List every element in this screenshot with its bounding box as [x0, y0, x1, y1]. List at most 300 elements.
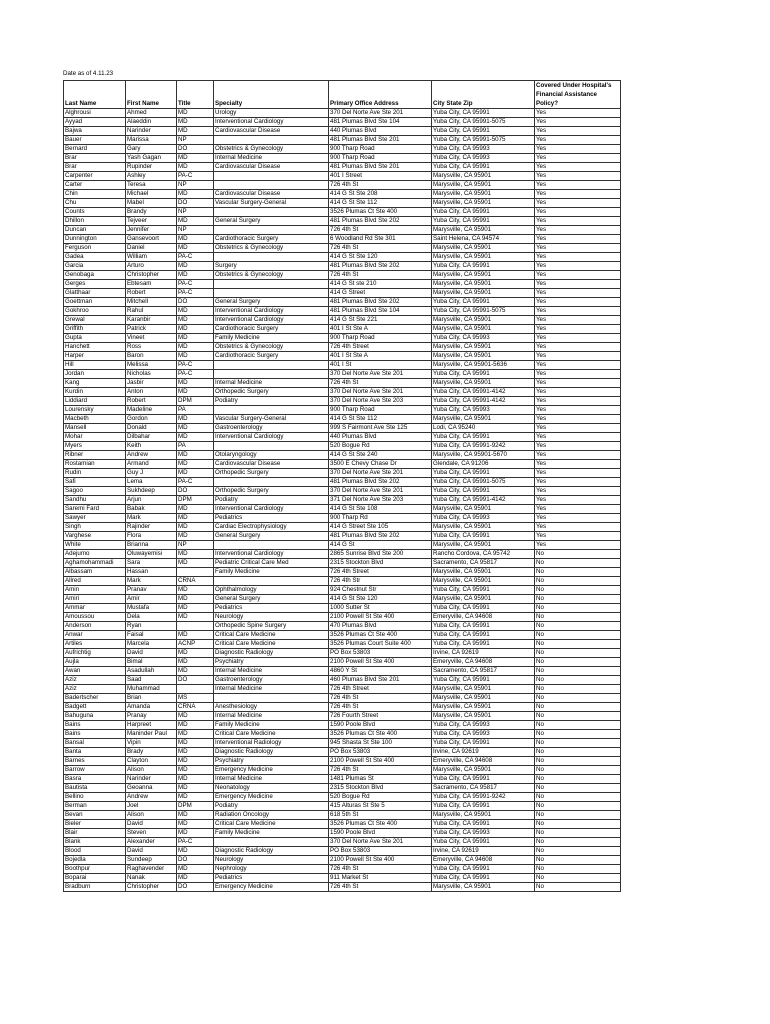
- table-row: [64, 181, 621, 190]
- table-row: [64, 568, 621, 577]
- date-line: Date as of 4.11.23: [63, 70, 114, 77]
- title-cell: MD: [177, 748, 214, 757]
- title-cell: MD: [177, 451, 214, 460]
- covered-cell: No: [535, 802, 621, 811]
- covered-cell: Yes: [535, 226, 621, 235]
- address-cell: 726 Fourth Street: [329, 712, 432, 721]
- specialty-cell: Cardiac Electrophysiology: [214, 523, 329, 532]
- first-name-cell: Jasbir: [126, 379, 177, 388]
- first-name-cell: Joel: [126, 802, 177, 811]
- specialty-cell: Cardiothoracic Surgery: [214, 352, 329, 361]
- title-cell: DPM: [177, 496, 214, 505]
- specialty-cell: General Surgery: [214, 298, 329, 307]
- first-name-cell: Gary: [126, 145, 177, 154]
- city-state-zip-cell: Yuba City, CA 95991: [432, 370, 535, 379]
- title-cell: MD: [177, 343, 214, 352]
- address-cell: 414 G Street Ste 105: [329, 523, 432, 532]
- first-name-cell: Andrew: [126, 451, 177, 460]
- table-row: [64, 658, 621, 667]
- title-cell: MD: [177, 739, 214, 748]
- last-name-cell: Counts: [64, 208, 126, 217]
- address-cell: 401 I St: [329, 361, 432, 370]
- first-name-cell: Oluwayemisi: [126, 550, 177, 559]
- city-state-zip-cell: Yuba City, CA 95991-4142: [432, 388, 535, 397]
- title-cell: MD: [177, 523, 214, 532]
- title-cell: [177, 685, 214, 694]
- city-state-zip-cell: Saint Helena, CA 94574: [432, 235, 535, 244]
- title-cell: MD: [177, 271, 214, 280]
- title-cell: DPM: [177, 802, 214, 811]
- last-name-cell: Adejumo: [64, 550, 126, 559]
- address-cell: 999 S Fairmont Ave Ste 125: [329, 424, 432, 433]
- last-name-cell: Dhillon: [64, 217, 126, 226]
- specialty-cell: Vascular Surgery-General: [214, 199, 329, 208]
- covered-cell: No: [535, 820, 621, 829]
- first-name-cell: Teresa: [126, 181, 177, 190]
- first-name-cell: Nicholas: [126, 370, 177, 379]
- first-name-cell: Sukhdeep: [126, 487, 177, 496]
- specialty-cell: Nephrology: [214, 865, 329, 874]
- city-state-zip-cell: Irvine, CA 92619: [432, 748, 535, 757]
- specialty-cell: Diagnostic Radiology: [214, 748, 329, 757]
- covered-cell: Yes: [535, 532, 621, 541]
- covered-cell: Yes: [535, 244, 621, 253]
- specialty-cell: Internal Medicine: [214, 685, 329, 694]
- header-row: [64, 81, 621, 109]
- covered-cell: No: [535, 577, 621, 586]
- specialty-cell: [214, 226, 329, 235]
- last-name-cell: Alghrousi: [64, 109, 126, 118]
- address-cell: 900 Tharp Road: [329, 145, 432, 154]
- table-row: [64, 244, 621, 253]
- title-cell: MD: [177, 532, 214, 541]
- last-name-cell: Bajwa: [64, 127, 126, 136]
- last-name-cell: Aghamohammadi: [64, 559, 126, 568]
- covered-cell: Yes: [535, 127, 621, 136]
- covered-cell: Yes: [535, 181, 621, 190]
- address-cell: 481 Plumas Blvd Ste 202: [329, 532, 432, 541]
- title-cell: MD: [177, 784, 214, 793]
- address-cell: 726 4th St: [329, 244, 432, 253]
- first-name-cell: Amanda: [126, 703, 177, 712]
- last-name-cell: Awan: [64, 667, 126, 676]
- address-cell: 900 Tharp Rd: [329, 514, 432, 523]
- city-state-zip-cell: Marysville, CA 95901: [432, 595, 535, 604]
- address-cell: 900 Tharp Road: [329, 406, 432, 415]
- table-row: [64, 145, 621, 154]
- header-specialty: Specialty: [214, 81, 329, 109]
- address-cell: 726 4th St: [329, 271, 432, 280]
- table-row: [64, 109, 621, 118]
- first-name-cell: Patrick: [126, 325, 177, 334]
- city-state-zip-cell: Yuba City, CA 95993: [432, 829, 535, 838]
- title-cell: MD: [177, 721, 214, 730]
- first-name-cell: Nanak: [126, 874, 177, 883]
- covered-cell: Yes: [535, 460, 621, 469]
- specialty-cell: Family Medicine: [214, 829, 329, 838]
- title-cell: MD: [177, 163, 214, 172]
- address-cell: 414 G St Ste 208: [329, 190, 432, 199]
- last-name-cell: Barrow: [64, 766, 126, 775]
- first-name-cell: Anton: [126, 388, 177, 397]
- specialty-cell: Urology: [214, 109, 329, 118]
- last-name-cell: Ammar: [64, 604, 126, 613]
- covered-cell: Yes: [535, 325, 621, 334]
- table-row: [64, 649, 621, 658]
- table-row: [64, 883, 621, 892]
- first-name-cell: Armand: [126, 460, 177, 469]
- specialty-cell: Diagnostic Radiology: [214, 649, 329, 658]
- first-name-cell: Melissa: [126, 361, 177, 370]
- table-row: [64, 613, 621, 622]
- table-row: [64, 685, 621, 694]
- title-cell: CRNA: [177, 577, 214, 586]
- covered-cell: Yes: [535, 118, 621, 127]
- specialty-cell: Internal Medicine: [214, 379, 329, 388]
- last-name-cell: Bieler: [64, 820, 126, 829]
- specialty-cell: Emergency Medicine: [214, 766, 329, 775]
- specialty-cell: Gastroenterology: [214, 676, 329, 685]
- covered-cell: Yes: [535, 469, 621, 478]
- covered-cell: Yes: [535, 271, 621, 280]
- specialty-cell: Anesthesiology: [214, 703, 329, 712]
- title-cell: MD: [177, 415, 214, 424]
- address-cell: 414 G St: [329, 541, 432, 550]
- table-row: [64, 379, 621, 388]
- last-name-cell: Basra: [64, 775, 126, 784]
- city-state-zip-cell: Marysville, CA 95901: [432, 316, 535, 325]
- covered-cell: Yes: [535, 370, 621, 379]
- first-name-cell: Pranay: [126, 712, 177, 721]
- covered-cell: Yes: [535, 208, 621, 217]
- covered-cell: Yes: [535, 523, 621, 532]
- first-name-cell: Andrew: [126, 793, 177, 802]
- specialty-cell: Vascular Surgery-General: [214, 415, 329, 424]
- table-row: [64, 316, 621, 325]
- last-name-cell: Hanchett: [64, 343, 126, 352]
- city-state-zip-cell: Yuba City, CA 95991: [432, 469, 535, 478]
- last-name-cell: Amin: [64, 586, 126, 595]
- covered-cell: No: [535, 811, 621, 820]
- last-name-cell: Griffith: [64, 325, 126, 334]
- city-state-zip-cell: Yuba City, CA 95991: [432, 739, 535, 748]
- covered-cell: No: [535, 847, 621, 856]
- address-cell: 2865 Sunrise Blvd Ste 200: [329, 550, 432, 559]
- title-cell: MD: [177, 118, 214, 127]
- title-cell: MD: [177, 352, 214, 361]
- last-name-cell: Chin: [64, 190, 126, 199]
- specialty-cell: Interventional Cardiology: [214, 550, 329, 559]
- city-state-zip-cell: Marysville, CA 95901: [432, 181, 535, 190]
- last-name-cell: Jordan: [64, 370, 126, 379]
- covered-cell: No: [535, 604, 621, 613]
- table-row: [64, 523, 621, 532]
- city-state-zip-cell: Yuba City, CA 95991: [432, 163, 535, 172]
- specialty-cell: Internal Medicine: [214, 154, 329, 163]
- specialty-cell: Interventional Cardiology: [214, 505, 329, 514]
- covered-cell: Yes: [535, 343, 621, 352]
- title-cell: DPM: [177, 397, 214, 406]
- address-cell: 401 I Street: [329, 172, 432, 181]
- covered-cell: Yes: [535, 541, 621, 550]
- table-row: [64, 199, 621, 208]
- city-state-zip-cell: Yuba City, CA 95991: [432, 604, 535, 613]
- title-cell: MD: [177, 307, 214, 316]
- city-state-zip-cell: Marysville, CA 95901: [432, 523, 535, 532]
- city-state-zip-cell: Marysville, CA 95901: [432, 694, 535, 703]
- address-cell: 726 4th Str: [329, 577, 432, 586]
- first-name-cell: Steven: [126, 829, 177, 838]
- city-state-zip-cell: Yuba City, CA 95991-4142: [432, 496, 535, 505]
- first-name-cell: Tejveer: [126, 217, 177, 226]
- specialty-cell: Emergency Medicine: [214, 793, 329, 802]
- table-row: [64, 433, 621, 442]
- city-state-zip-cell: Yuba City, CA 95991: [432, 865, 535, 874]
- title-cell: MD: [177, 505, 214, 514]
- city-state-zip-cell: Yuba City, CA 95991: [432, 217, 535, 226]
- table-row: [64, 370, 621, 379]
- covered-cell: No: [535, 613, 621, 622]
- table-row: [64, 451, 621, 460]
- first-name-cell: Donald: [126, 424, 177, 433]
- specialty-cell: [214, 541, 329, 550]
- title-cell: PA-C: [177, 172, 214, 181]
- covered-cell: No: [535, 595, 621, 604]
- specialty-cell: [214, 136, 329, 145]
- last-name-cell: Rostamian: [64, 460, 126, 469]
- table-row: [64, 829, 621, 838]
- title-cell: PA-C: [177, 838, 214, 847]
- title-cell: PA-C: [177, 253, 214, 262]
- specialty-cell: Emergency Medicine: [214, 883, 329, 892]
- specialty-cell: Orthopedic Surgery: [214, 487, 329, 496]
- specialty-cell: Orthopedic Spine Surgery: [214, 622, 329, 631]
- address-cell: 1590 Poole Blvd: [329, 721, 432, 730]
- specialty-cell: Pediatric Critical Care Med: [214, 559, 329, 568]
- last-name-cell: Lourensky: [64, 406, 126, 415]
- covered-cell: No: [535, 784, 621, 793]
- address-cell: 2100 Powell St Ste 400: [329, 757, 432, 766]
- address-cell: 520 Bogue Rd: [329, 442, 432, 451]
- title-cell: MD: [177, 559, 214, 568]
- title-cell: PA-C: [177, 361, 214, 370]
- city-state-zip-cell: Yuba City, CA 95991-5075: [432, 478, 535, 487]
- city-state-zip-cell: Marysville, CA 95901: [432, 568, 535, 577]
- covered-cell: Yes: [535, 145, 621, 154]
- city-state-zip-cell: Yuba City, CA 95991-5075: [432, 136, 535, 145]
- title-cell: PA-C: [177, 289, 214, 298]
- last-name-cell: Badertscher: [64, 694, 126, 703]
- title-cell: MD: [177, 811, 214, 820]
- covered-cell: No: [535, 685, 621, 694]
- address-cell: 1590 Poole Blvd: [329, 829, 432, 838]
- table-row: [64, 712, 621, 721]
- covered-cell: No: [535, 676, 621, 685]
- address-cell: 481 Plumas Blvd Ste 104: [329, 307, 432, 316]
- table-row: [64, 127, 621, 136]
- covered-cell: No: [535, 829, 621, 838]
- title-cell: MD: [177, 712, 214, 721]
- covered-cell: No: [535, 712, 621, 721]
- specialty-cell: Gastroenterology: [214, 424, 329, 433]
- title-cell: MD: [177, 649, 214, 658]
- city-state-zip-cell: Marysville, CA 95901: [432, 172, 535, 181]
- city-state-zip-cell: Yuba City, CA 95991: [432, 874, 535, 883]
- covered-cell: No: [535, 838, 621, 847]
- covered-cell: Yes: [535, 262, 621, 271]
- specialty-cell: Pediatrics: [214, 604, 329, 613]
- first-name-cell: Alison: [126, 766, 177, 775]
- title-cell: MD: [177, 730, 214, 739]
- specialty-cell: Cardiovascular Disease: [214, 163, 329, 172]
- last-name-cell: Goettman: [64, 298, 126, 307]
- address-cell: 414 G St ste 210: [329, 280, 432, 289]
- last-name-cell: Sawyer: [64, 514, 126, 523]
- address-cell: 726 4th St: [329, 865, 432, 874]
- title-cell: MD: [177, 316, 214, 325]
- address-cell: 481 Plumas Blvd Ste 202: [329, 298, 432, 307]
- covered-cell: Yes: [535, 496, 621, 505]
- table-row: [64, 739, 621, 748]
- city-state-zip-cell: Glendale, CA 91206: [432, 460, 535, 469]
- title-cell: MD: [177, 127, 214, 136]
- title-cell: ACNP: [177, 640, 214, 649]
- covered-cell: No: [535, 766, 621, 775]
- covered-cell: Yes: [535, 307, 621, 316]
- city-state-zip-cell: Marysville, CA 95901: [432, 280, 535, 289]
- specialty-cell: Radiation Oncology: [214, 811, 329, 820]
- last-name-cell: Genobaga: [64, 271, 126, 280]
- specialty-cell: [214, 577, 329, 586]
- city-state-zip-cell: Yuba City, CA 95991: [432, 622, 535, 631]
- covered-cell: No: [535, 703, 621, 712]
- specialty-cell: Psychiatry: [214, 757, 329, 766]
- city-state-zip-cell: Marysville, CA 95901: [432, 712, 535, 721]
- covered-cell: No: [535, 694, 621, 703]
- title-cell: MD: [177, 190, 214, 199]
- address-cell: 4860 Y St: [329, 667, 432, 676]
- covered-cell: No: [535, 622, 621, 631]
- covered-cell: Yes: [535, 136, 621, 145]
- first-name-cell: Marissa: [126, 136, 177, 145]
- specialty-cell: Podiatry: [214, 496, 329, 505]
- title-cell: MD: [177, 793, 214, 802]
- first-name-cell: Sundeep: [126, 856, 177, 865]
- title-cell: DO: [177, 298, 214, 307]
- covered-cell: Yes: [535, 199, 621, 208]
- city-state-zip-cell: Emeryville, CA 94608: [432, 613, 535, 622]
- header-title: Title: [177, 81, 214, 109]
- address-cell: PO Box 53803: [329, 748, 432, 757]
- specialty-cell: Critical Care Medicine: [214, 640, 329, 649]
- specialty-cell: [214, 442, 329, 451]
- city-state-zip-cell: Marysville, CA 95901: [432, 379, 535, 388]
- table-row: [64, 775, 621, 784]
- last-name-cell: Bauer: [64, 136, 126, 145]
- header-city-state-zip: City State Zip: [432, 81, 535, 109]
- last-name-cell: Badgett: [64, 703, 126, 712]
- title-cell: MD: [177, 469, 214, 478]
- city-state-zip-cell: Marysville, CA 95901: [432, 505, 535, 514]
- address-cell: 440 Plumas Blvd: [329, 433, 432, 442]
- covered-cell: Yes: [535, 235, 621, 244]
- address-cell: 3500 E Chevy Chase Dr: [329, 460, 432, 469]
- specialty-cell: Ophthalmology: [214, 586, 329, 595]
- covered-cell: Yes: [535, 361, 621, 370]
- address-cell: 414 G St Ste 221: [329, 316, 432, 325]
- last-name-cell: Kang: [64, 379, 126, 388]
- first-name-cell: David: [126, 649, 177, 658]
- table-row: [64, 784, 621, 793]
- address-cell: 481 Plumas Blvd Ste 201: [329, 136, 432, 145]
- first-name-cell: Flora: [126, 532, 177, 541]
- table-row: [64, 235, 621, 244]
- header-office-address: Primary Office Address: [329, 81, 432, 109]
- address-cell: 520 Bogue Rd: [329, 793, 432, 802]
- last-name-cell: Chu: [64, 199, 126, 208]
- last-name-cell: Gokhroo: [64, 307, 126, 316]
- title-cell: MD: [177, 595, 214, 604]
- table-row: [64, 730, 621, 739]
- covered-cell: Yes: [535, 316, 621, 325]
- title-cell: MD: [177, 334, 214, 343]
- last-name-cell: Bains: [64, 730, 126, 739]
- address-cell: 726 4th St: [329, 766, 432, 775]
- last-name-cell: Ribner: [64, 451, 126, 460]
- address-cell: 370 Del Norte Ave Ste 201: [329, 487, 432, 496]
- city-state-zip-cell: Marysville, CA 95901: [432, 271, 535, 280]
- address-cell: 2100 Powell St Ste 400: [329, 613, 432, 622]
- title-cell: MD: [177, 865, 214, 874]
- city-state-zip-cell: Yuba City, CA 95991: [432, 208, 535, 217]
- first-name-cell: Marcela: [126, 640, 177, 649]
- table-row: [64, 847, 621, 856]
- city-state-zip-cell: Marysville, CA 95901: [432, 541, 535, 550]
- last-name-cell: Bojedla: [64, 856, 126, 865]
- address-cell: 911 Market St: [329, 874, 432, 883]
- first-name-cell: Ebtesam: [126, 280, 177, 289]
- covered-cell: No: [535, 748, 621, 757]
- last-name-cell: Mohar: [64, 433, 126, 442]
- covered-cell: Yes: [535, 415, 621, 424]
- title-cell: MD: [177, 154, 214, 163]
- table-row: [64, 631, 621, 640]
- last-name-cell: Harper: [64, 352, 126, 361]
- specialty-cell: [214, 289, 329, 298]
- address-cell: 414 G St Ste 112: [329, 199, 432, 208]
- last-name-cell: Garcia: [64, 262, 126, 271]
- title-cell: [177, 622, 214, 631]
- table-row: [64, 811, 621, 820]
- first-name-cell: Christopher: [126, 883, 177, 892]
- table-row: [64, 262, 621, 271]
- table-row: [64, 703, 621, 712]
- address-cell: 3526 Plumas Ct Ste 400: [329, 730, 432, 739]
- last-name-cell: Gerges: [64, 280, 126, 289]
- city-state-zip-cell: Yuba City, CA 95991: [432, 433, 535, 442]
- table-row: [64, 325, 621, 334]
- covered-cell: Yes: [535, 388, 621, 397]
- table-row: [64, 253, 621, 262]
- title-cell: DO: [177, 487, 214, 496]
- city-state-zip-cell: Yuba City, CA 95991: [432, 532, 535, 541]
- title-cell: MD: [177, 514, 214, 523]
- header-last-name: Last Name: [64, 81, 126, 109]
- table-row: [64, 559, 621, 568]
- specialty-cell: [214, 253, 329, 262]
- header-covered: Covered Under Hospital's Financial Assistance Policy?: [535, 81, 621, 109]
- city-state-zip-cell: Emeryville, CA 94608: [432, 757, 535, 766]
